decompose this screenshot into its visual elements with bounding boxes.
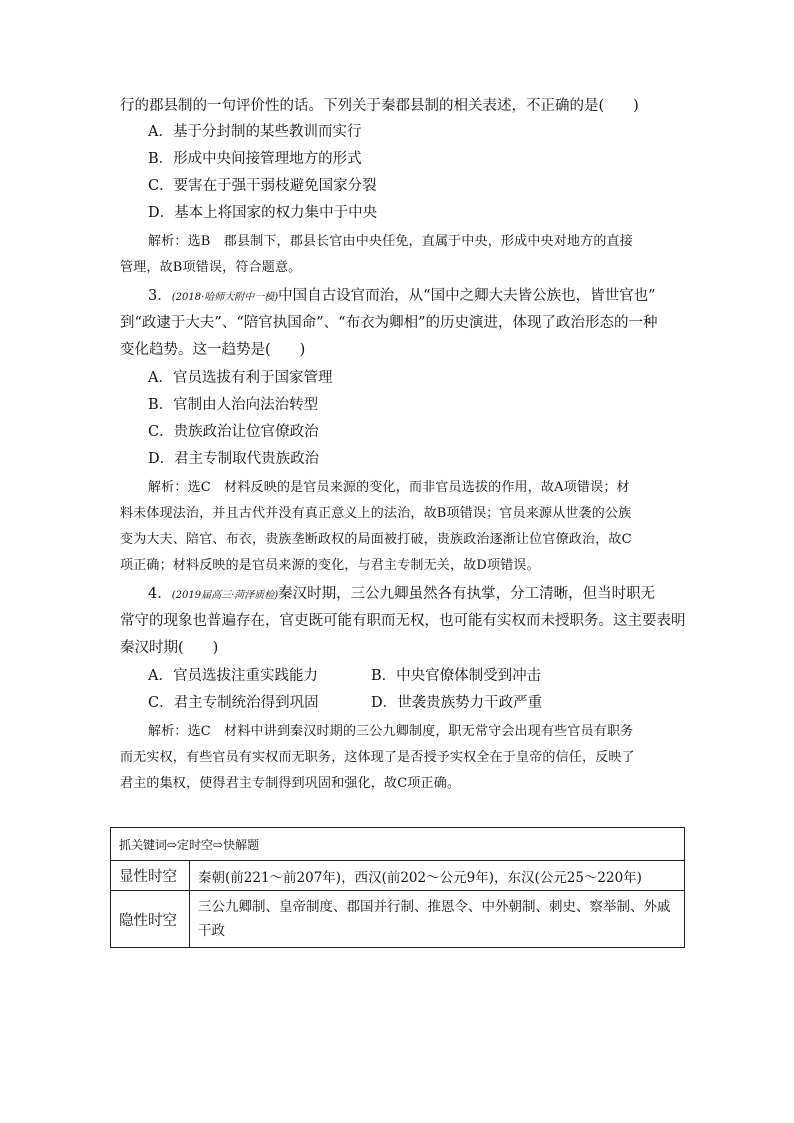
q2-stem-tail: 行的郡县制的一句评价性的话。下列关于秦郡县制的相关表述，不正确的是( ) xyxy=(120,98,639,114)
summary-table xyxy=(110,827,685,948)
q3-option-c: C．贵族政治让位官僚政治 xyxy=(148,424,319,440)
q2-option-d: D．基本上将国家的权力集中于中央 xyxy=(148,205,378,221)
q4-analysis-line-3: 君主的集权，使得君主专制得到巩固和强化，故C项正确。 xyxy=(120,776,461,791)
q2-option-c: C．要害在于强干弱枝避免国家分裂 xyxy=(148,178,377,194)
row-content-implicit: 三公九卿制、皇帝制度、郡国并行制、推恩令、中外朝制、刺史、察举制、外戚干政 xyxy=(190,891,685,948)
q3-option-d: D．君主专制取代贵族政治 xyxy=(148,451,320,467)
summary-table-header: 抓关键词⇨定时空⇨快解题 xyxy=(111,828,685,861)
row-content-explicit: 秦朝(前221～前207年)，西汉(前202～公元9年)，东汉(公元25～220年) xyxy=(190,861,685,891)
q2-option-b: B．形成中央间接管理地方的形式 xyxy=(148,151,362,167)
q4-option-c: C．君主专制统治得到巩固 xyxy=(148,695,319,711)
q4-option-a: A．官员选拔注重实践能力 xyxy=(148,668,318,684)
q3-analysis-line-4: 项正确；材料反映的是官员来源的变化，与君主专制无关，故D项错误。 xyxy=(120,558,540,573)
q3-source: (2018·哈师大附中一模) xyxy=(171,292,279,303)
q4-analysis-line-1: 解析：选C 材料中讲到秦汉时期的三公九卿制度，职无常守会出现有些官员有职务 xyxy=(148,724,634,739)
q3-option-a: A．官员选拔有利于国家管理 xyxy=(148,370,333,386)
q3-option-b: B．官制由人治向法治转型 xyxy=(148,397,319,413)
q2-analysis-line-1: 解析：选B 郡县制下，郡县长官由中央任免，直属于中央，形成中央对地方的直接 xyxy=(148,234,633,249)
q3-analysis-line-3: 变为大夫、陪官、布衣，贵族垄断政权的局面被打破，贵族政治逐渐让位官僚政治，故C xyxy=(120,532,632,547)
q4-source: (2019届高三·菏泽质检) xyxy=(171,590,279,601)
q4-stem-line-3: 秦汉时期( ) xyxy=(120,640,219,656)
row-label-implicit: 隐性时空 xyxy=(111,891,190,948)
row-label-explicit: 显性时空 xyxy=(111,861,190,891)
q4-option-b: B．中央官僚体制受到冲击 xyxy=(371,668,542,684)
q4-number: 4． xyxy=(148,586,172,602)
table-row xyxy=(111,891,685,948)
q3-stem-line-1: 中国自古设官而治，从“国中之卿大夫皆公族也，皆世官也” xyxy=(278,288,656,304)
q3-first-line xyxy=(148,286,656,308)
q4-stem-line-1: 秦汉时期，三公九卿虽然各有执掌，分工清晰，但当时职无 xyxy=(278,586,656,602)
q2-analysis-line-2: 管理，故B项错误，符合题意。 xyxy=(120,260,302,275)
q3-stem-line-3: 变化趋势。这一趋势是( ) xyxy=(120,342,306,358)
table-row xyxy=(111,861,685,891)
q4-analysis-line-2: 而无实权，有些官员有实权而无职务，这体现了是否授予实权全在于皇帝的信任，反映了 xyxy=(120,750,635,765)
q4-first-line xyxy=(148,584,655,606)
q2-option-a: A．基于分封制的某些教训而实行 xyxy=(148,124,362,140)
q3-number: 3． xyxy=(148,288,172,304)
q3-stem-line-2: 到“政逮于大夫”、“陪官执国命”、“布衣为卿相”的历史演进，体现了政治形态的一种 xyxy=(120,315,658,331)
q3-analysis-line-1: 解析：选C 材料反映的是官员来源的变化，而非官员选拔的作用，故A项错误；材 xyxy=(148,480,630,495)
q4-option-d: D．世袭贵族势力干政严重 xyxy=(371,695,543,711)
q4-stem-line-2: 常守的现象也普遍存在，官吏既可能有职而无权，也可能有实权而未授职务。这主要表明 xyxy=(120,613,686,629)
q3-analysis-line-2: 料未体现法治，并且古代并没有真正意义上的法治，故B项错误；官员来源从世袭的公族 xyxy=(120,506,632,521)
